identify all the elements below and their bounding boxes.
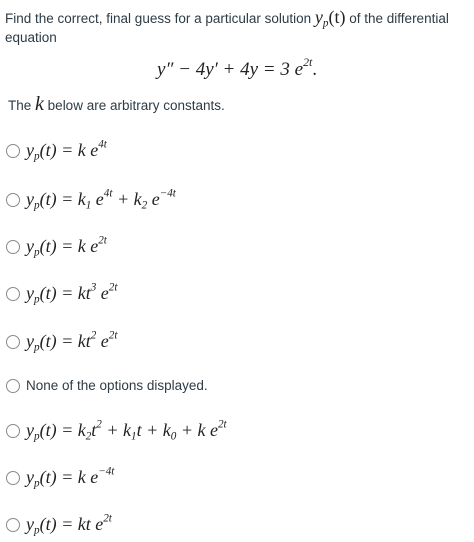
answer-option-9[interactable] — [6, 514, 112, 535]
answer-option-8[interactable] — [6, 467, 114, 488]
answer-option-4[interactable] — [6, 283, 117, 304]
option-3-math: $y_p(t) = k$ $e^{2t}$ — [26, 234, 107, 259]
option-9-math: $y_p(t)$ = kt $e^{2t}$ — [26, 512, 112, 537]
radio-button[interactable] — [6, 240, 20, 254]
question-prefix: Find the correct, final guess for a particular solution — [5, 11, 312, 26]
option-5-math: $y_p(t) = kt^2$ $e^{2t}$ — [26, 329, 118, 354]
radio-button[interactable] — [6, 193, 20, 207]
answer-option-6[interactable] — [6, 378, 208, 393]
yp-inline-math: $y_p(t)$ — [314, 7, 346, 30]
differential-equation: y″ − 4y′ + 4y = 3 $e^{2t}$. — [157, 56, 317, 80]
radio-button[interactable] — [6, 471, 20, 485]
option-8-math: $y_p(t) = k$ $e^{-4t}$ — [26, 465, 115, 490]
radio-button[interactable] — [6, 518, 20, 532]
k-symbol: k — [35, 93, 44, 115]
radio-button[interactable] — [6, 335, 20, 349]
radio-button[interactable] — [6, 424, 20, 438]
option-2-math: $y_p(t) = k_1$ $e^{4t} + k_2$ $e^{-4t}$ — [26, 187, 176, 212]
question-suffix: of the differential equation — [5, 11, 449, 45]
radio-button[interactable] — [6, 287, 20, 301]
option-1-math: $y_p(t) = k$ $e^{4t}$ — [26, 138, 107, 163]
option-6-label: None of the options displayed. — [26, 378, 208, 393]
answer-option-3[interactable] — [6, 236, 107, 257]
constants-note: The k below are arbitrary constants. — [8, 93, 225, 115]
answer-option-5[interactable] — [6, 331, 117, 352]
radio-button[interactable] — [6, 144, 20, 158]
answer-option-7[interactable] — [6, 420, 227, 441]
option-4-math: $y_p(t) = kt^3$ $e^{2t}$ — [26, 281, 118, 306]
answer-option-1[interactable] — [6, 140, 107, 161]
question-text — [5, 8, 467, 47]
answer-option-2[interactable] — [6, 189, 176, 210]
option-7-math: $y_p(t) = k_2t^2 + k_1t + k_0 + k$ $e^{2t}$ — [26, 418, 227, 443]
radio-button[interactable] — [6, 379, 20, 393]
